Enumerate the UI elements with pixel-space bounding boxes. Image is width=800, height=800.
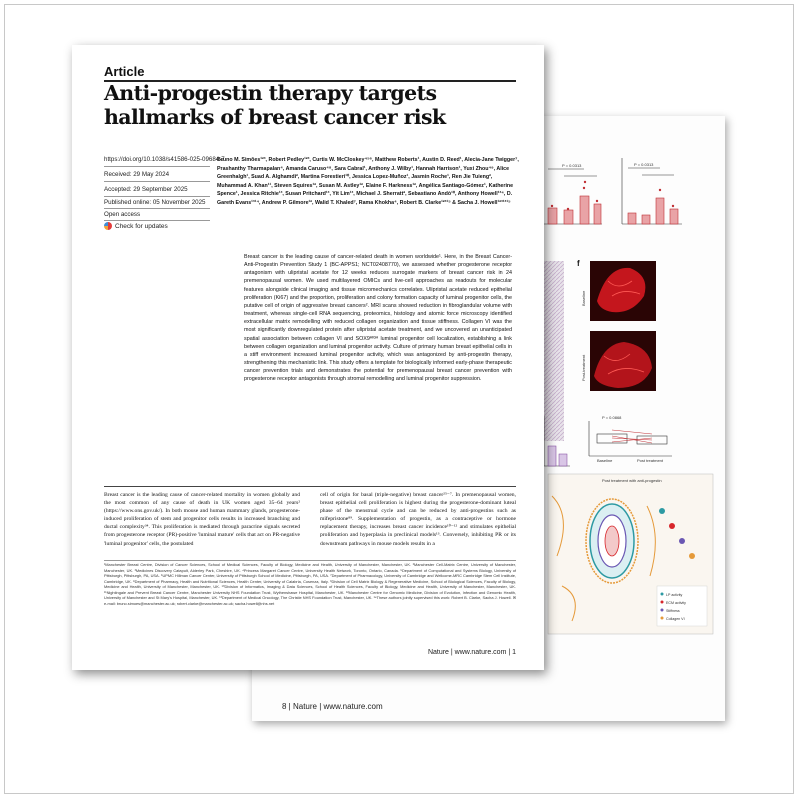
panel-f-letter: f <box>577 259 580 268</box>
body-divider <box>104 486 516 487</box>
doi-link[interactable]: https://doi.org/10.1038/s41586-025-09684-7 <box>104 156 225 163</box>
footnote-divider <box>104 560 516 561</box>
section-label: Article <box>104 64 145 79</box>
body-column-2: cell of origin for basal (triple-negative) breast cancer²⁵⁻⁷. In premenopausal women, breast epithelial cell proliferation is highest during the progesterone-dominant luteal phase of the menstrual cycle and can be reduced by anti-progestins such as mifepristone⁸⁹. Supplementation of progestin, as a contraceptive or hormone replacement therapy, increases breast cancer incidence¹⁰⁻¹² and stimulates epithelial proliferation and hyperplasia in preclinical models¹³. Conversely, inhibiting PR or its downstream pathways in mouse models results in a <box>320 492 516 547</box>
meta-divider <box>104 166 210 167</box>
abstract: Breast cancer is the leading cause of cancer-related death in women worldwide¹. Here, in the Breast Cancer-Anti-Progestin Prevention Study 1 (BC-APPS1; NCT02408770), we assessed whether progesterone receptor antagonism with ulipristal acetate for 12 weeks reduces surrogate markers of breast cancer risk in 24 premenopausal women. We used multilayered OMICs and live-cell approaches as readouts for molecular features alongside clinical imaging and tissue micromechanics correlates. Ulipristal acetate reduced epithelial proliferation (Ki67) and the proportion, proliferation and colony formation capacity of luminal progenitor cells, the putative cell of origin of aggressive breast cancers². MRI scans showed reduction in fibroglandular volume with treatment, whereas single-cell RNA sequencing, proteomics, histology and atomic force microscopy identified extracellular matrix remodelling with reduced collagen organization and tissue stiffness. Collagen VI was the most significantly downregulated protein after ulipristal acetate treatment, and we uncovered an unanticipated spatial association between collagen VI and SOX9ᴴᴵᴳᴴ luminal progenitor cell localization, establishing a link between collagen organization and luminal progenitor activity. Culture of primary human breast epithelial cells in a stiff environment increased luminal progenitor activity, which was antagonized by anti-progestin therapy, strengthening this mechanistic link. This study offers a template for biologically informed early-phase therapeutic cancer prevention trials and demonstrates the potential for premenopausal breast cancer prevention with progesterone receptor antagonists through stromal remodelling and luminal progenitor suppression. <box>244 254 512 383</box>
check-updates-icon <box>104 222 112 230</box>
affiliations-footnotes: ¹Manchester Breast Centre, Division of Cancer Sciences, School of Medical Sciences, Faculty of Biology, Medicine and Health, University of Manchester, Manchester, UK. ²Manchester Cell-Matrix Centre, University of Manchester, Manchester, UK. ³Medicines Discovery Catapult, Alderley Park, Cheshire, UK. ⁴Princess Margaret Cancer Centre, University Health Network, Toronto, Ontario, Canada. ⁵Department of Computational and Systems Biology, University of Pittsburgh, Pittsburgh, PA, USA. ⁶UPMC Hillman Cancer Center, University of Pittsburgh School of Medicine, Pittsburgh, PA, USA. ⁷Department of Pharmacology, University of Cambridge and Wellcome-MRC Cambridge Stem Cell Institute, Cambridge, UK. ⁸Department of Pharmacy, Health and Nutritional Sciences, Health Center, University of Calabria, Cosenza, Italy. ⁹Division of Cell Matrix Biology & Regenerative Medicine, School of Biological Sciences, Faculty of Biology, Medicine and Health, University of Manchester, Manchester, UK. ¹⁰Division of Informatics, Imaging & Data Sciences, School of Health Sciences, Faculty of Biology, Medicine and Health, University of Manchester, Manchester, UK. ¹¹Nightingale and Prevent Breast Cancer Centre, Manchester University NHS Foundation Trust, Wythenshawe Hospital, Manchester, UK. ¹²Manchester Centre for Genomic Medicine, Division of Evolution, Infection and Genomic Health, University of Manchester and St Mary's Hospital, Manchester, UK. ¹³Department of Medical Oncology, The Christie NHS Foundation Trust, Manchester, UK. ¹⁴These authors jointly supervised this work: Robert B. Clarke, Sacha J. Howell. ✉e-mail: bruno.simoes@manchester.ac.uk; robert.clarke@manchester.ac.uk; sacha.howell@nhs.net <box>104 562 516 606</box>
schematic-diagram <box>548 474 713 634</box>
accepted-date: Accepted: 29 September 2025 <box>104 186 188 193</box>
paired-line-chart <box>589 415 672 463</box>
meta-divider <box>104 220 210 221</box>
x-label-post: Post treatment <box>637 458 664 463</box>
check-updates-button[interactable] <box>104 222 168 230</box>
check-updates-label: Check for updates <box>115 222 168 230</box>
meta-divider <box>104 196 210 197</box>
legend-collagen: Collagen VI <box>666 617 685 621</box>
label-baseline: Baseline <box>581 290 586 306</box>
label-post-treatment: Post-treatment <box>581 354 586 381</box>
pvalue-label: P = 0.0868 <box>602 415 622 420</box>
pvalue-label: P = 0.0313 <box>634 162 654 167</box>
published-date: Published online: 05 November 2025 <box>104 199 206 206</box>
body-column-1: Breast cancer is the leading cause of cancer-related mortality in women globally and the most common of any cause of death in UK women aged 35–64 years² (https://www.ons.gov.uk/). In both mouse and human mammary glands, progesterone-induced proliferation of stem and progenitor cells results in increased branching and ductal complexity³⁴. This proliferation is mediated through paracrine signals secreted from progesterone receptor (PR)-positive 'luminal mature' cells that act on PR-negative 'luminal progenitor' cells, the postulated <box>104 492 300 547</box>
back-page-footer: 8 | Nature | www.nature.com <box>282 702 383 711</box>
received-date: Received: 29 May 2024 <box>104 171 170 178</box>
bar-chart-top-left <box>542 158 602 224</box>
article-title: Anti-progestin therapy targets hallmarks of breast cancer risk <box>104 81 446 129</box>
open-access-label: Open access <box>104 211 141 218</box>
bar-chart-top-right <box>622 158 682 224</box>
front-page <box>72 45 544 670</box>
pvalue-label: P = 0.0313 <box>562 163 582 168</box>
legend-ecm-activity: ECM activity <box>666 601 686 605</box>
legend-lp-activity: LP activity <box>666 593 683 597</box>
meta-divider <box>104 208 210 209</box>
meta-divider <box>104 181 210 182</box>
legend-stiffness: Stiffness <box>666 609 680 613</box>
x-label-baseline: Baseline <box>597 458 613 463</box>
diagram-title: Post treatment with anti-progestin <box>602 478 662 483</box>
author-list: Bruno M. Simões¹²³, Robert Pedley¹²³, Curtis W. McCloskey⁴⁵⁶, Matthew Roberts¹, Austin D. Reed¹, Alecia-Jane Twigger⁷, Prashanthy Tharmapalan⁴, Amanda Caruso⁴⁸, Sara Cabral¹, Anthony J. Wilby¹, Hannah Harrison¹, Yuxi Zhou⁴⁹, Alice Greenhalgh¹, Suad A. Alghamdi², Martina Forestieri¹⁰, Jessica Lopez-Muñoz¹, Jasmin Roche¹, Ren Jie Tuieng², Muhammad A. Khan¹¹, Steven Squires¹², Susan M. Astley¹², Elaine F. Harkness¹², Angélica Santiago-Gómez¹, Katherine Spence¹, Jessica Ritchie¹³, Susan Pritchard¹³, Yit Lim¹³, Michael J. Sherratt², Sebastiano Andò¹⁰, Anthony Howell¹³⁴, D. Gareth Evans¹³¹⁴, Andrew P. Gilmore¹², Walid T. Khaled⁷, Rama Khokha⁴, Robert B. Clarke¹²³¹⁵ & Sacha J. Howell¹²³¹³¹⁵ <box>217 157 519 206</box>
front-page-footer: Nature | www.nature.com | 1 <box>427 649 516 656</box>
